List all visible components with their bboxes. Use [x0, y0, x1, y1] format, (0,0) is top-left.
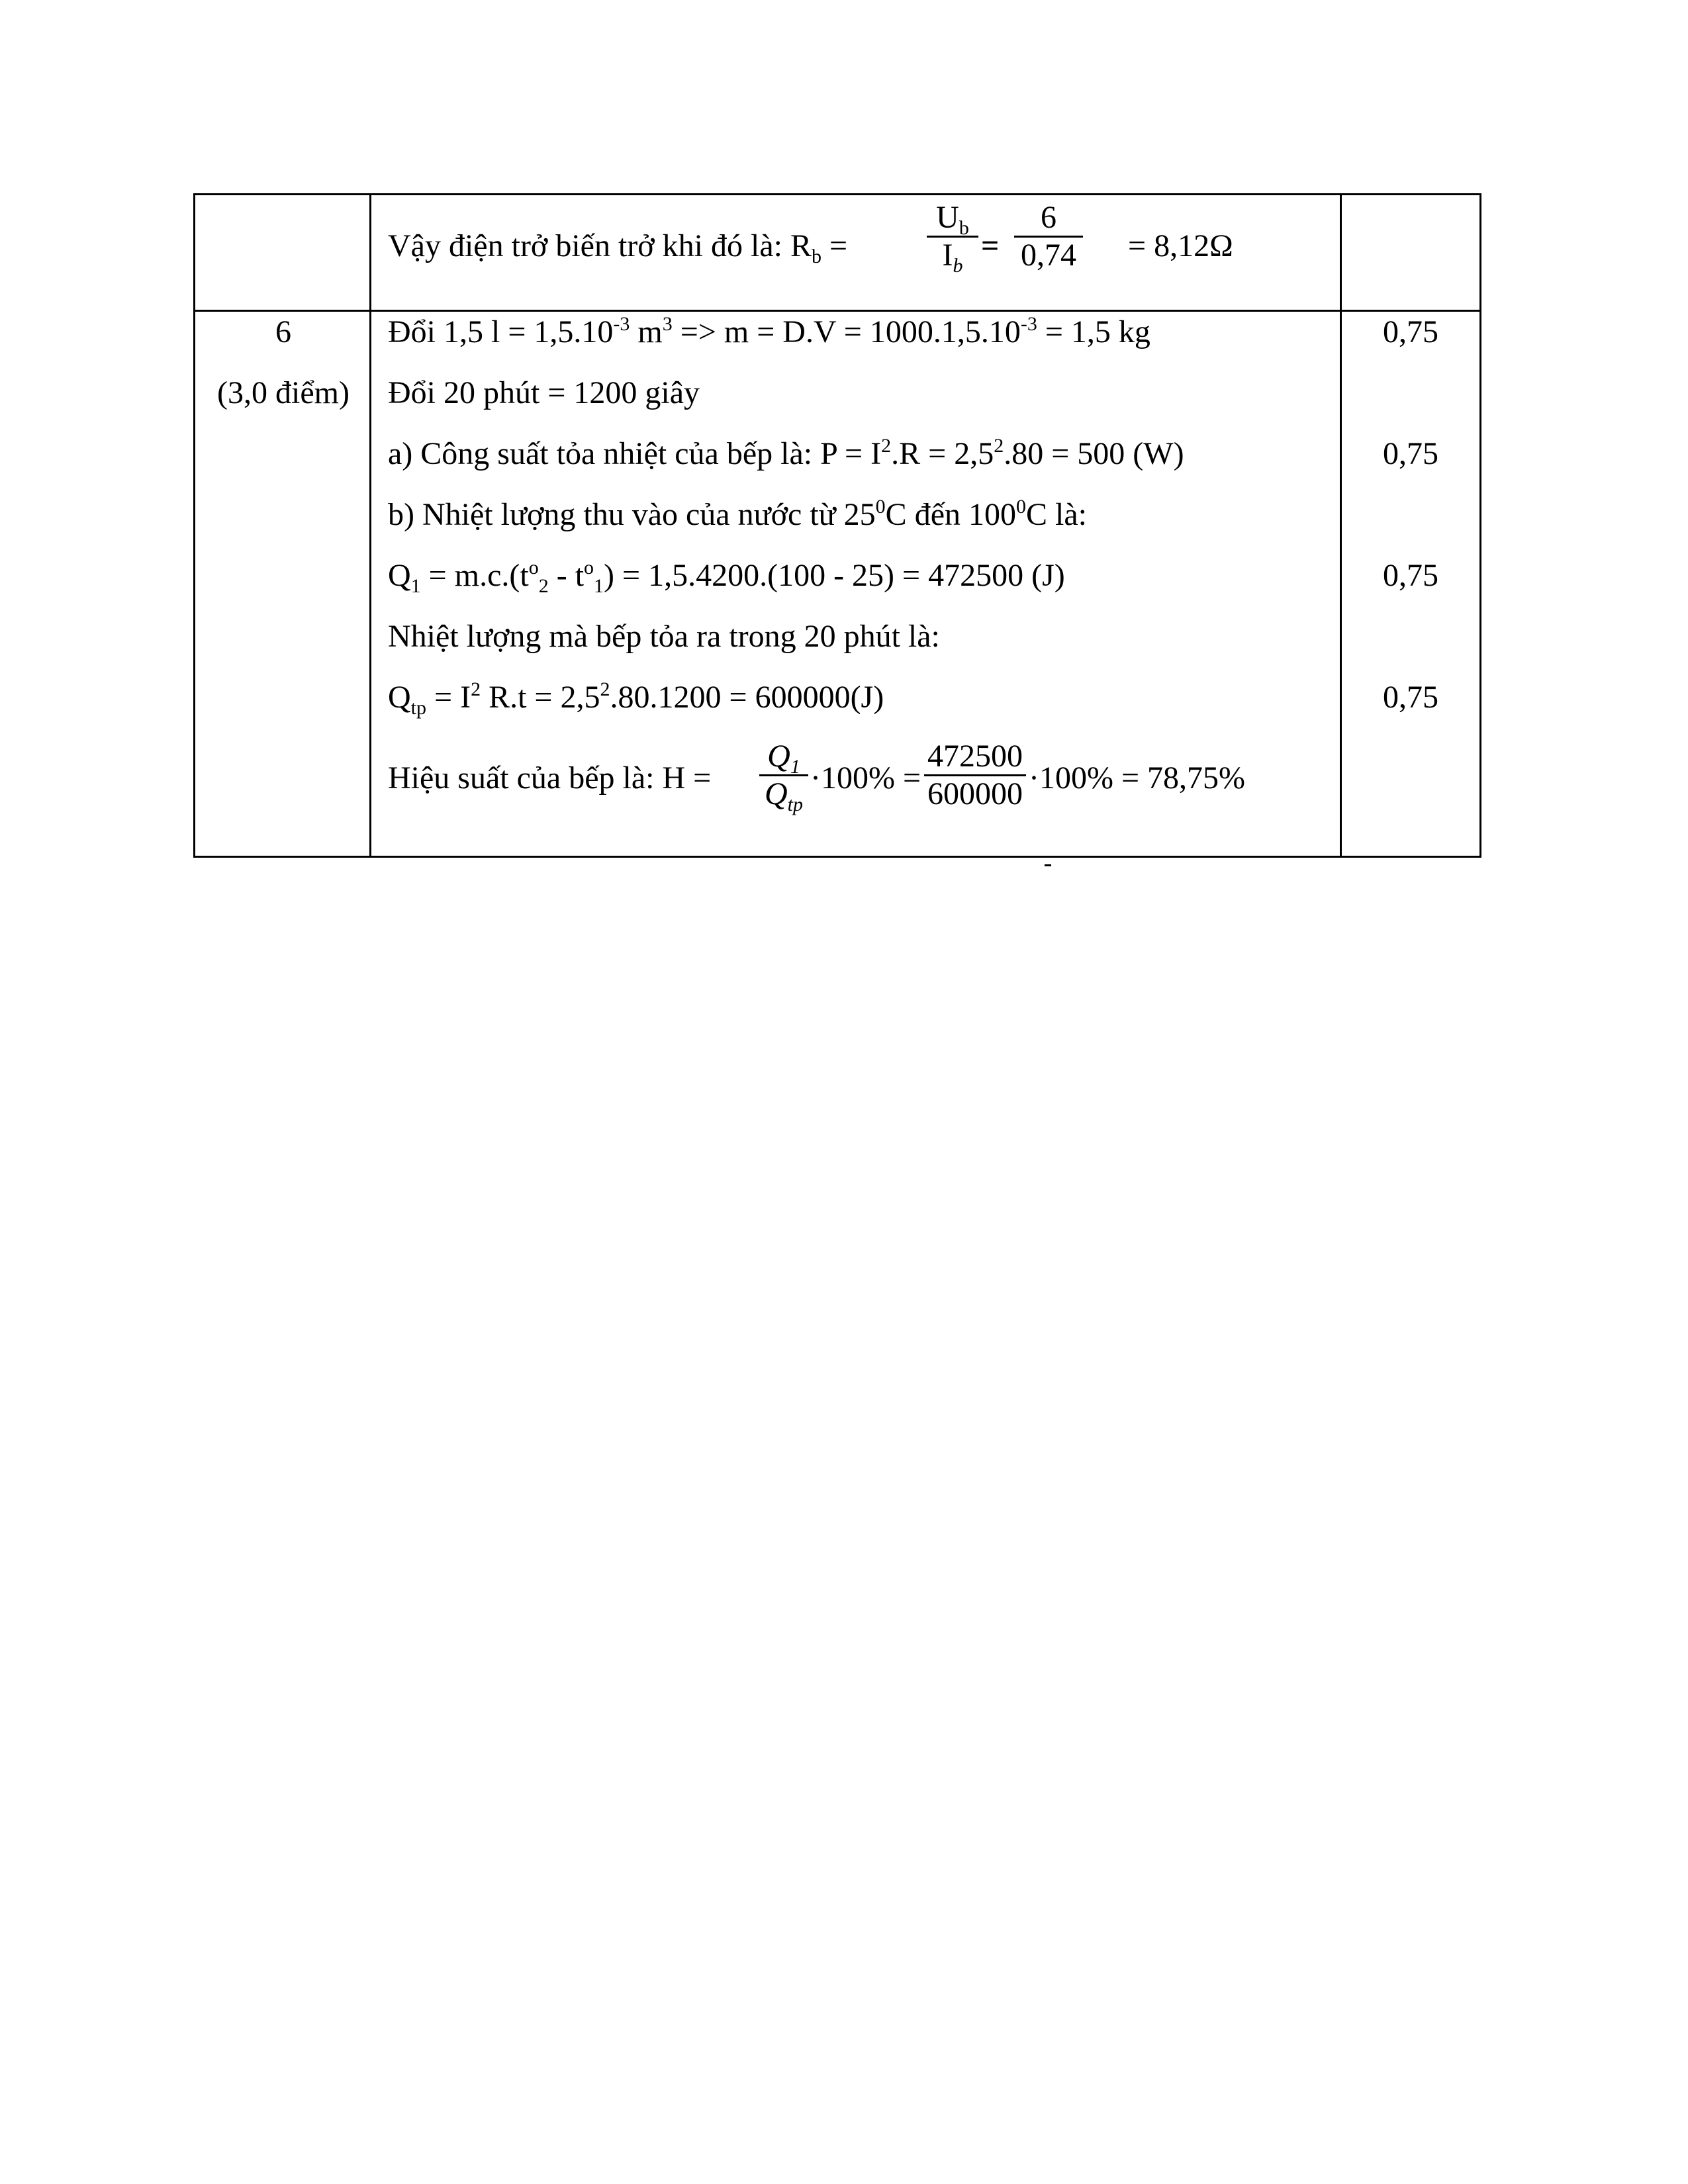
question-points: (3,0 điểm): [217, 375, 350, 410]
l7-a: Q: [388, 680, 411, 715]
q1-symbol: Q: [767, 739, 790, 774]
ib-symbol: I: [942, 238, 953, 273]
column-divider-2: [1340, 193, 1342, 858]
fraction-600000-denominator: 600000: [927, 776, 1023, 811]
l7-b: = I: [426, 680, 471, 715]
qtp-symbol: Q: [764, 776, 788, 811]
resistance-result: = 8,12Ω: [1128, 228, 1233, 263]
bold-equals: =: [981, 228, 1000, 263]
l1-b-sup: 3: [662, 313, 673, 335]
l7-a-sub: tp: [410, 697, 427, 719]
resistance-label-sub: b: [811, 246, 821, 267]
fraction-472500-numerator: 472500: [927, 739, 1023, 774]
fraction-ub-ib: [927, 200, 978, 277]
fraction-ub-numerator: [927, 200, 978, 239]
l5-b: = m.c.(t: [420, 558, 529, 593]
l4-c: C là:: [1026, 497, 1087, 532]
answer-line-7: [388, 678, 884, 717]
ub-symbol: U: [936, 200, 959, 235]
l1-c: => m = D.V = 1000.1,5.10: [672, 314, 1021, 349]
fraction-q1-qtp: [759, 739, 808, 815]
l3-a: a) Công suất tỏa nhiệt của bếp là: P = I: [388, 436, 882, 471]
l5-c: - t: [548, 558, 585, 593]
l4-b-sup: 0: [1016, 496, 1026, 518]
l7-b-sup: 2: [471, 678, 481, 700]
qtp-sub: tp: [787, 794, 803, 815]
question-number: 6: [275, 314, 291, 349]
l1-a: Đổi 1,5 l = 1,5.10: [388, 314, 614, 349]
answer-line-5: [388, 556, 1065, 596]
fraction-ib-denominator: [927, 238, 978, 277]
score-1: 0,75: [1383, 314, 1438, 349]
l1-a-sup: -3: [613, 313, 630, 335]
fraction-6-074: [1014, 200, 1083, 273]
l4-b: C đến 100: [885, 497, 1016, 532]
l3-b: .R = 2,5: [891, 436, 994, 471]
l4-a: b) Nhiệt lượng thu vào của nước từ 25: [388, 497, 876, 532]
l5-a: Q: [388, 558, 411, 593]
l5-a-sub: 1: [410, 575, 421, 597]
l5-c-sub: 1: [594, 575, 604, 597]
column-divider-1: [369, 193, 371, 858]
l7-c-sup: 2: [600, 678, 610, 700]
l3-a-sup: 2: [881, 435, 892, 457]
fraction-6-numerator: 6: [1041, 200, 1056, 235]
resistance-equals: =: [821, 228, 848, 263]
stray-mark: [1045, 864, 1051, 866]
fraction-074-denominator: 0,74: [1021, 238, 1076, 273]
ub-sub: b: [959, 217, 969, 239]
q1-sub: 1: [790, 756, 800, 778]
answer-line-1: [388, 312, 1150, 352]
qtp-denominator: [759, 776, 808, 815]
answer-line-3: [388, 434, 1184, 474]
l5-b-sup: o: [528, 557, 539, 578]
l1-c-sup: -3: [1020, 313, 1037, 335]
answer-table: [193, 193, 1481, 858]
score-2: 0,75: [1383, 436, 1438, 471]
efficiency-label: Hiệu suất của bếp là: H =: [388, 760, 712, 796]
score-3: 0,75: [1383, 558, 1438, 593]
answer-line-2: Đổi 20 phút = 1200 giây: [388, 375, 700, 410]
l5-d: ) = 1,5.4200.(100 - 25) = 472500 (J): [604, 558, 1065, 593]
l7-c: R.t = 2,5: [481, 680, 600, 715]
resistance-label: [388, 226, 847, 266]
l1-d: = 1,5 kg: [1037, 314, 1150, 349]
q1-numerator: [759, 739, 808, 778]
l5-c-sup: o: [584, 557, 594, 578]
answer-line-4: [388, 495, 1087, 535]
row-divider: [193, 310, 1481, 312]
l7-d: .80.1200 = 600000(J): [610, 680, 884, 715]
resistance-label-text: Vậy điện trở biến trở khi đó là: R: [388, 228, 812, 263]
answer-line-6: Nhiệt lượng mà bếp tỏa ra trong 20 phút là:: [388, 619, 940, 654]
l5-b-sub: 2: [538, 575, 549, 597]
score-4: 0,75: [1383, 680, 1438, 715]
efficiency-mid: ·100% =: [810, 760, 921, 796]
ib-sub: b: [953, 255, 963, 277]
efficiency-result: ·100% = 78,75%: [1029, 760, 1246, 796]
fraction-472500-600000: [924, 739, 1026, 812]
l1-b: m: [630, 314, 663, 349]
l4-a-sup: 0: [875, 496, 886, 518]
l3-c: .80 = 500 (W): [1004, 436, 1184, 471]
l3-b-sup: 2: [994, 435, 1004, 457]
